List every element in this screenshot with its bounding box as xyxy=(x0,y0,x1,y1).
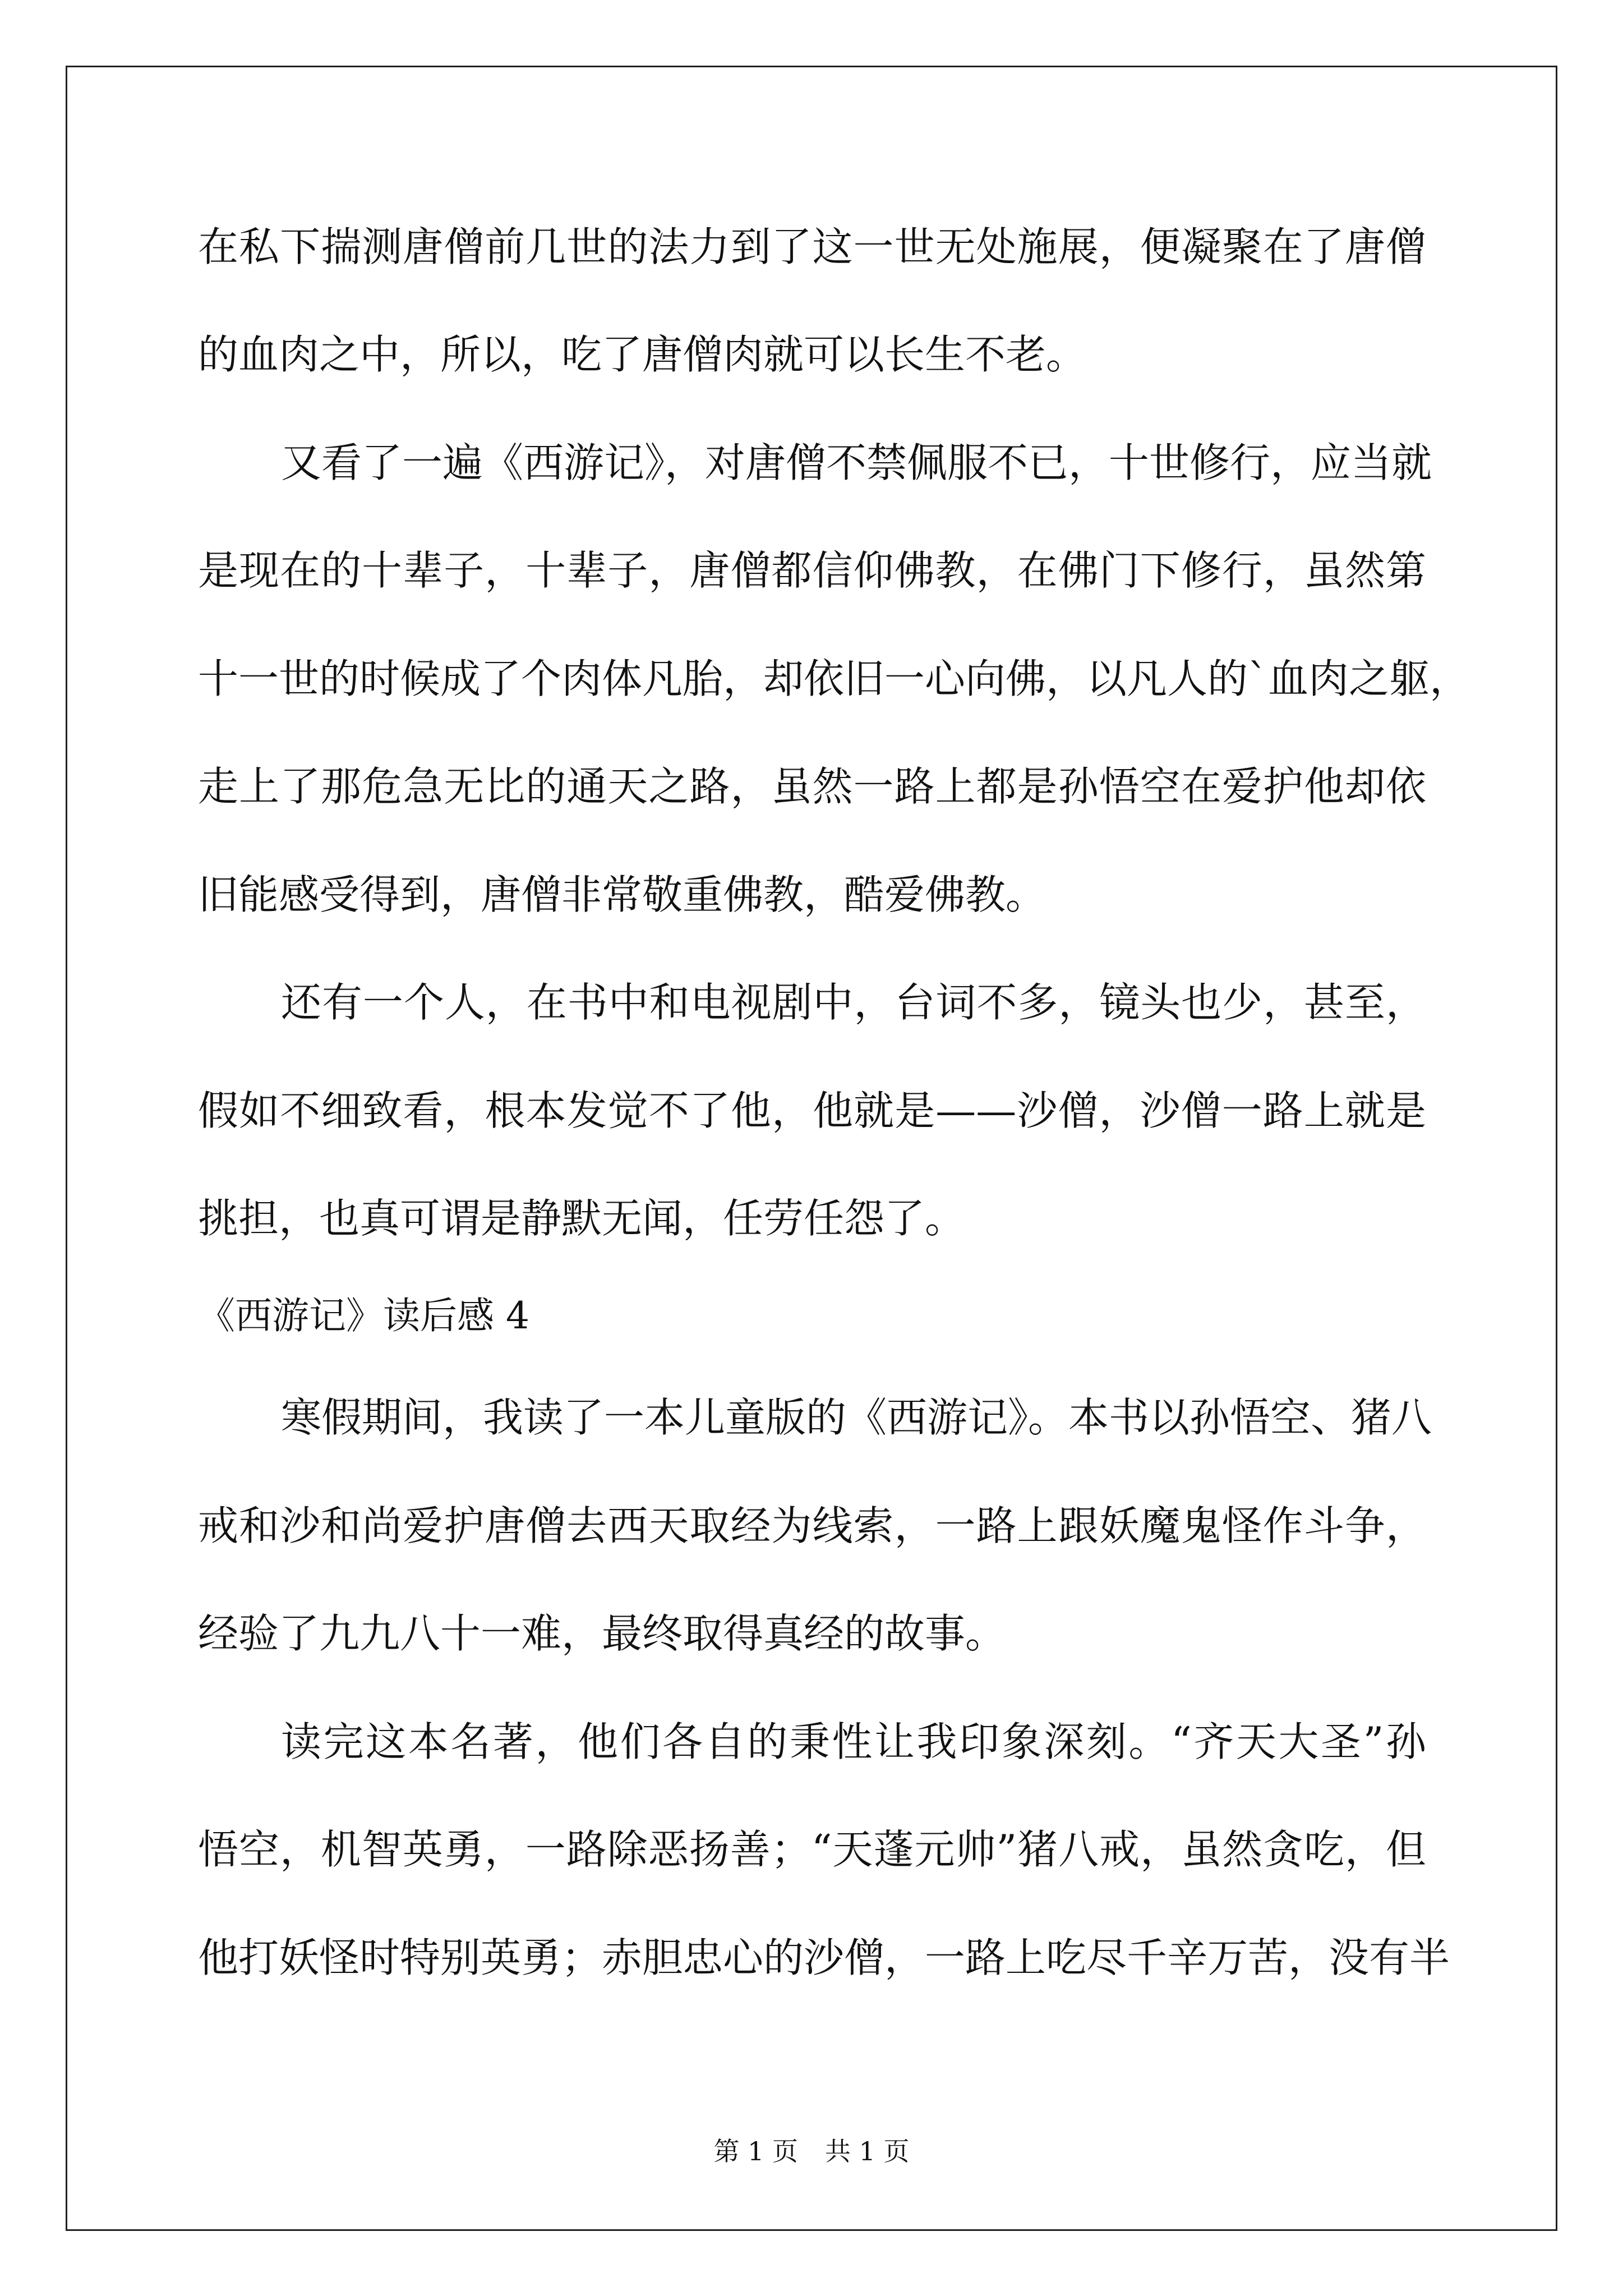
page-number-total: 共 1 页 xyxy=(825,2136,910,2166)
page-border xyxy=(66,66,1557,2231)
text-line: 经验了九九八十一难，最终取得真经的故事。 xyxy=(198,1610,1006,1657)
paragraph-start-line: 读完这本名著，他们各自的秉性让我印象深刻。“齐天大圣”孙 xyxy=(281,1718,1426,1765)
text-line: 的血肉之中，所以，吃了唐僧肉就可以长生不老。 xyxy=(198,331,1087,378)
page-footer xyxy=(0,2134,1623,2168)
text-line: 旧能感受得到，唐僧非常敬重佛教，酷爱佛教。 xyxy=(198,871,1046,918)
text-line: 戒和沙和尚爱护唐僧去西天取经为线索，一路上跟妖魔鬼怪作斗争， xyxy=(198,1502,1426,1549)
text-line: 十一世的时候成了个肉体凡胎，却依旧一心向佛，以凡人的`血肉之躯， xyxy=(198,655,1470,702)
text-line: 假如不细致看，根本发觉不了他，他就是——沙僧，沙僧一路上就是 xyxy=(198,1087,1426,1134)
section-heading: 《西游记》读后感 4 xyxy=(198,1294,529,1337)
page-number-current: 第 1 页 xyxy=(713,2136,798,2166)
text-line: 走上了那危急无比的通天之路，虽然一路上都是孙悟空在爱护他却依 xyxy=(198,763,1426,810)
paragraph-start-line: 又看了一遍《西游记》，对唐僧不禁佩服不已，十世修行，应当就 xyxy=(281,439,1432,486)
text-line: 他打妖怪时特别英勇；赤胆忠心的沙僧，一路上吃尽千辛万苦，没有半 xyxy=(198,1934,1450,1981)
text-line: 悟空，机智英勇，一路除恶扬善；“天蓬元帅”猪八戒，虽然贪吃，但 xyxy=(198,1826,1426,1873)
text-line: 在私下揣测唐僧前几世的法力到了这一世无处施展，便凝聚在了唐僧 xyxy=(198,223,1426,270)
paragraph-start-line: 寒假期间，我读了一本儿童版的《西游记》。本书以孙悟空、猪八 xyxy=(281,1394,1432,1441)
text-line: 是现在的十辈子，十辈子，唐僧都信仰佛教，在佛门下修行，虽然第 xyxy=(198,547,1426,594)
paragraph-start-line: 还有一个人，在书中和电视剧中，台词不多，镜头也少，甚至， xyxy=(281,979,1426,1026)
text-line: 挑担，也真可谓是静默无闻，任劳任怨了。 xyxy=(198,1195,966,1242)
